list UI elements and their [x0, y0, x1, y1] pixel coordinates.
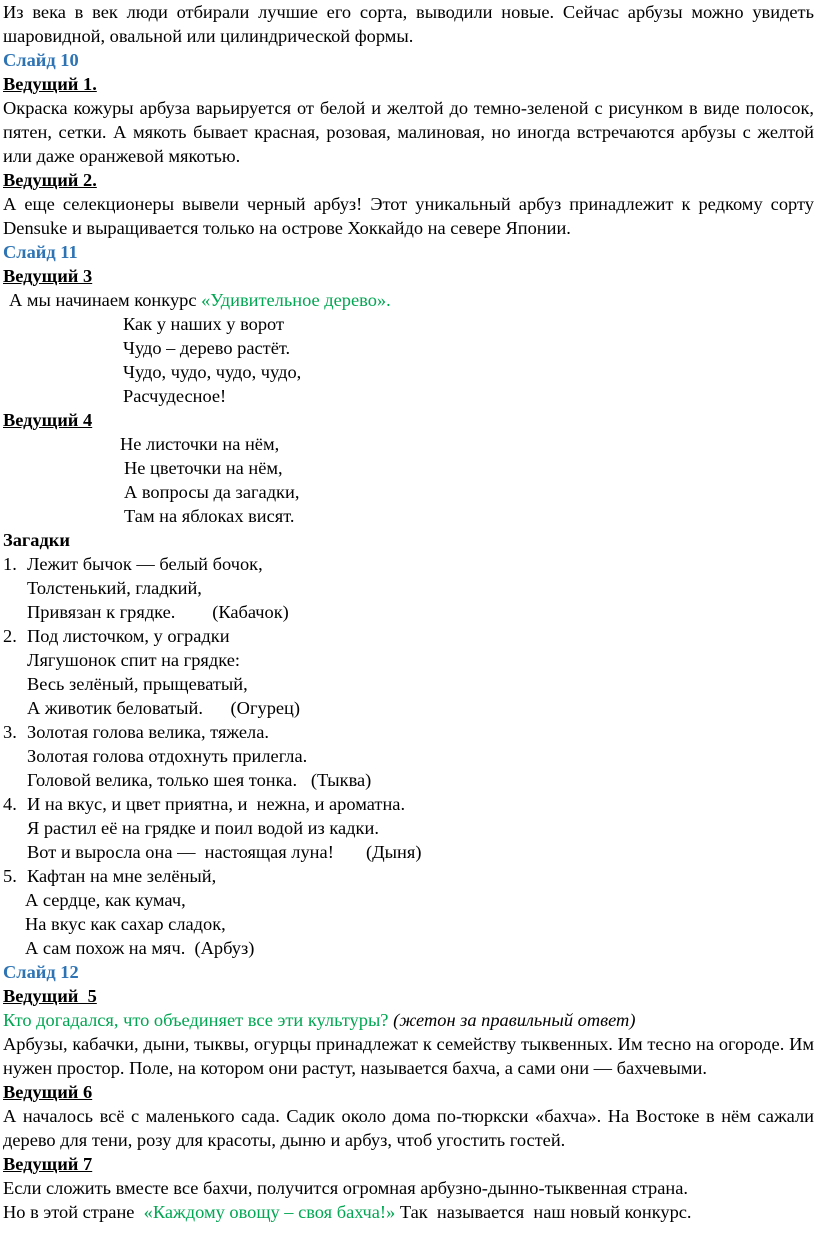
host-5-note: (жетон за правильный ответ): [388, 1010, 636, 1030]
riddle-line: Лежит бычок — белый бочок,: [27, 554, 263, 574]
riddle-number: 5.: [3, 866, 17, 886]
riddle-line: А сердце, как кумач,: [25, 890, 186, 910]
riddle-line: Я растил её на грядке и поил водой из кадки.: [27, 818, 379, 838]
host-5-text: Арбузы, кабачки, дыни, тыквы, огурцы принадлежат к семейству тыквенных. Им тесно на огороде. Им нужен простор. Поле, на котором они растут, называется бахча, а сами они — бахчевыми.: [3, 1034, 814, 1078]
verse-line: Не листочки на нём,: [120, 434, 280, 454]
host-6-text: А началось всё с маленького сада. Садик около дома по-тюркски «бахча». На Востоке в нём сажали дерево для тени, розу для красоты, дыню и арбуз, чтоб угостить гостей.: [3, 1106, 814, 1150]
contest-name-bakhcha: «Каждому овощу – своя бахча!»: [143, 1202, 396, 1222]
host-3-label: Ведущий 3: [3, 266, 93, 286]
riddle-number: 4.: [3, 794, 17, 814]
riddle-line: Лягушонок спит на грядке:: [27, 650, 240, 670]
host-7-text-2a: Но в этой стране: [3, 1202, 144, 1222]
verse-line: А вопросы да загадки,: [124, 482, 300, 502]
host-2-label: Ведущий 2.: [3, 170, 97, 190]
riddle-line: А животик беловатый. (Огурец): [27, 698, 301, 718]
riddle-item: [3, 864, 814, 960]
riddle-line: Вот и выросла она — настоящая луна! (Дыня): [27, 842, 422, 862]
riddle-line: Золотая голова велика, тяжела.: [27, 722, 269, 742]
riddle-item: [3, 720, 814, 792]
intro-paragraph: Из века в век люди отбирали лучшие его сорта, выводили новые. Сейчас арбузы можно увидеть шаровидной, овальной или цилиндрической формы.: [3, 2, 814, 46]
slide-10-heading: Слайд 10: [3, 50, 79, 70]
verse-1: [3, 312, 814, 408]
host-5-question-line: [3, 1008, 814, 1032]
host-1-label: Ведущий 1.: [3, 74, 97, 94]
host-7-text-1: Если сложить вместе все бахчи, получится огромная арбузно-дынно-тыквенная страна.: [3, 1178, 688, 1198]
host-5-label: Ведущий 5: [3, 986, 97, 1006]
host-7-text-2: [3, 1200, 814, 1224]
verse-line: Не цветочки на нём,: [124, 458, 283, 478]
verse-line: Чудо – дерево растёт.: [123, 338, 291, 358]
riddle-line: На вкус как сахар сладок,: [25, 914, 226, 934]
riddle-item: [3, 552, 814, 624]
verse-line: Чудо, чудо, чудо, чудо,: [123, 362, 302, 382]
riddle-line: Под листочком, у оградки: [27, 626, 230, 646]
riddle-line: Толстенький, гладкий,: [27, 578, 202, 598]
riddle-line: Привязан к грядке. (Кабачок): [27, 602, 289, 622]
host-7-label: Ведущий 7: [3, 1154, 93, 1174]
riddle-list: [3, 552, 814, 960]
riddle-line: Кафтан на мне зелёный,: [27, 866, 217, 886]
riddle-number: 1.: [3, 554, 17, 574]
host-7-text-2b: Так называется наш новый конкурс.: [395, 1202, 692, 1222]
riddle-number: 3.: [3, 722, 17, 742]
verse-line: Расчудесное!: [123, 386, 227, 406]
host-2-text: А еще селекционеры вывели черный арбуз! Этот уникальный арбуз принадлежит к редкому сорту Densuke и выращивается только на острове Хоккайдо на севере Японии.: [3, 194, 814, 238]
host-4-label: Ведущий 4: [3, 410, 93, 430]
slide-11-heading: Слайд 11: [3, 242, 78, 262]
host-5-question: Кто догадался, что объединяет все эти культуры?: [3, 1010, 389, 1030]
verse-line: Как у наших у ворот: [123, 314, 285, 334]
riddle-line: И на вкус, и цвет приятна, и нежна, и ароматна.: [27, 794, 406, 814]
host-3-text: [3, 288, 814, 312]
riddle-line: А сам похож на мяч. (Арбуз): [25, 938, 255, 958]
riddles-title: Загадки: [3, 530, 70, 550]
riddle-number: 2.: [3, 626, 17, 646]
verse-line: Там на яблоках висят.: [124, 506, 295, 526]
riddle-item: [3, 792, 814, 864]
riddle-item: [3, 624, 814, 720]
riddle-line: Золотая голова отдохнуть прилегла.: [27, 746, 308, 766]
host-3-intro: А мы начинаем конкурс: [9, 290, 202, 310]
host-6-label: Ведущий 6: [3, 1082, 93, 1102]
verse-2: [3, 432, 814, 528]
riddle-line: Весь зелёный, прыщеватый,: [27, 674, 248, 694]
riddle-line: Головой велика, только шея тонка. (Тыква): [27, 770, 372, 790]
slide-12-heading: Слайд 12: [3, 962, 79, 982]
contest-name-tree: «Удивительное дерево».: [201, 290, 391, 310]
host-1-text: Окраска кожуры арбуза варьируется от белой и желтой до темно-зеленой с рисунком в виде полосок, пятен, сетки. А мякоть бывает красная, розовая, малиновая, но иногда встречаются арбузы с желтой или даже оранжевой мякотью.: [3, 98, 814, 166]
